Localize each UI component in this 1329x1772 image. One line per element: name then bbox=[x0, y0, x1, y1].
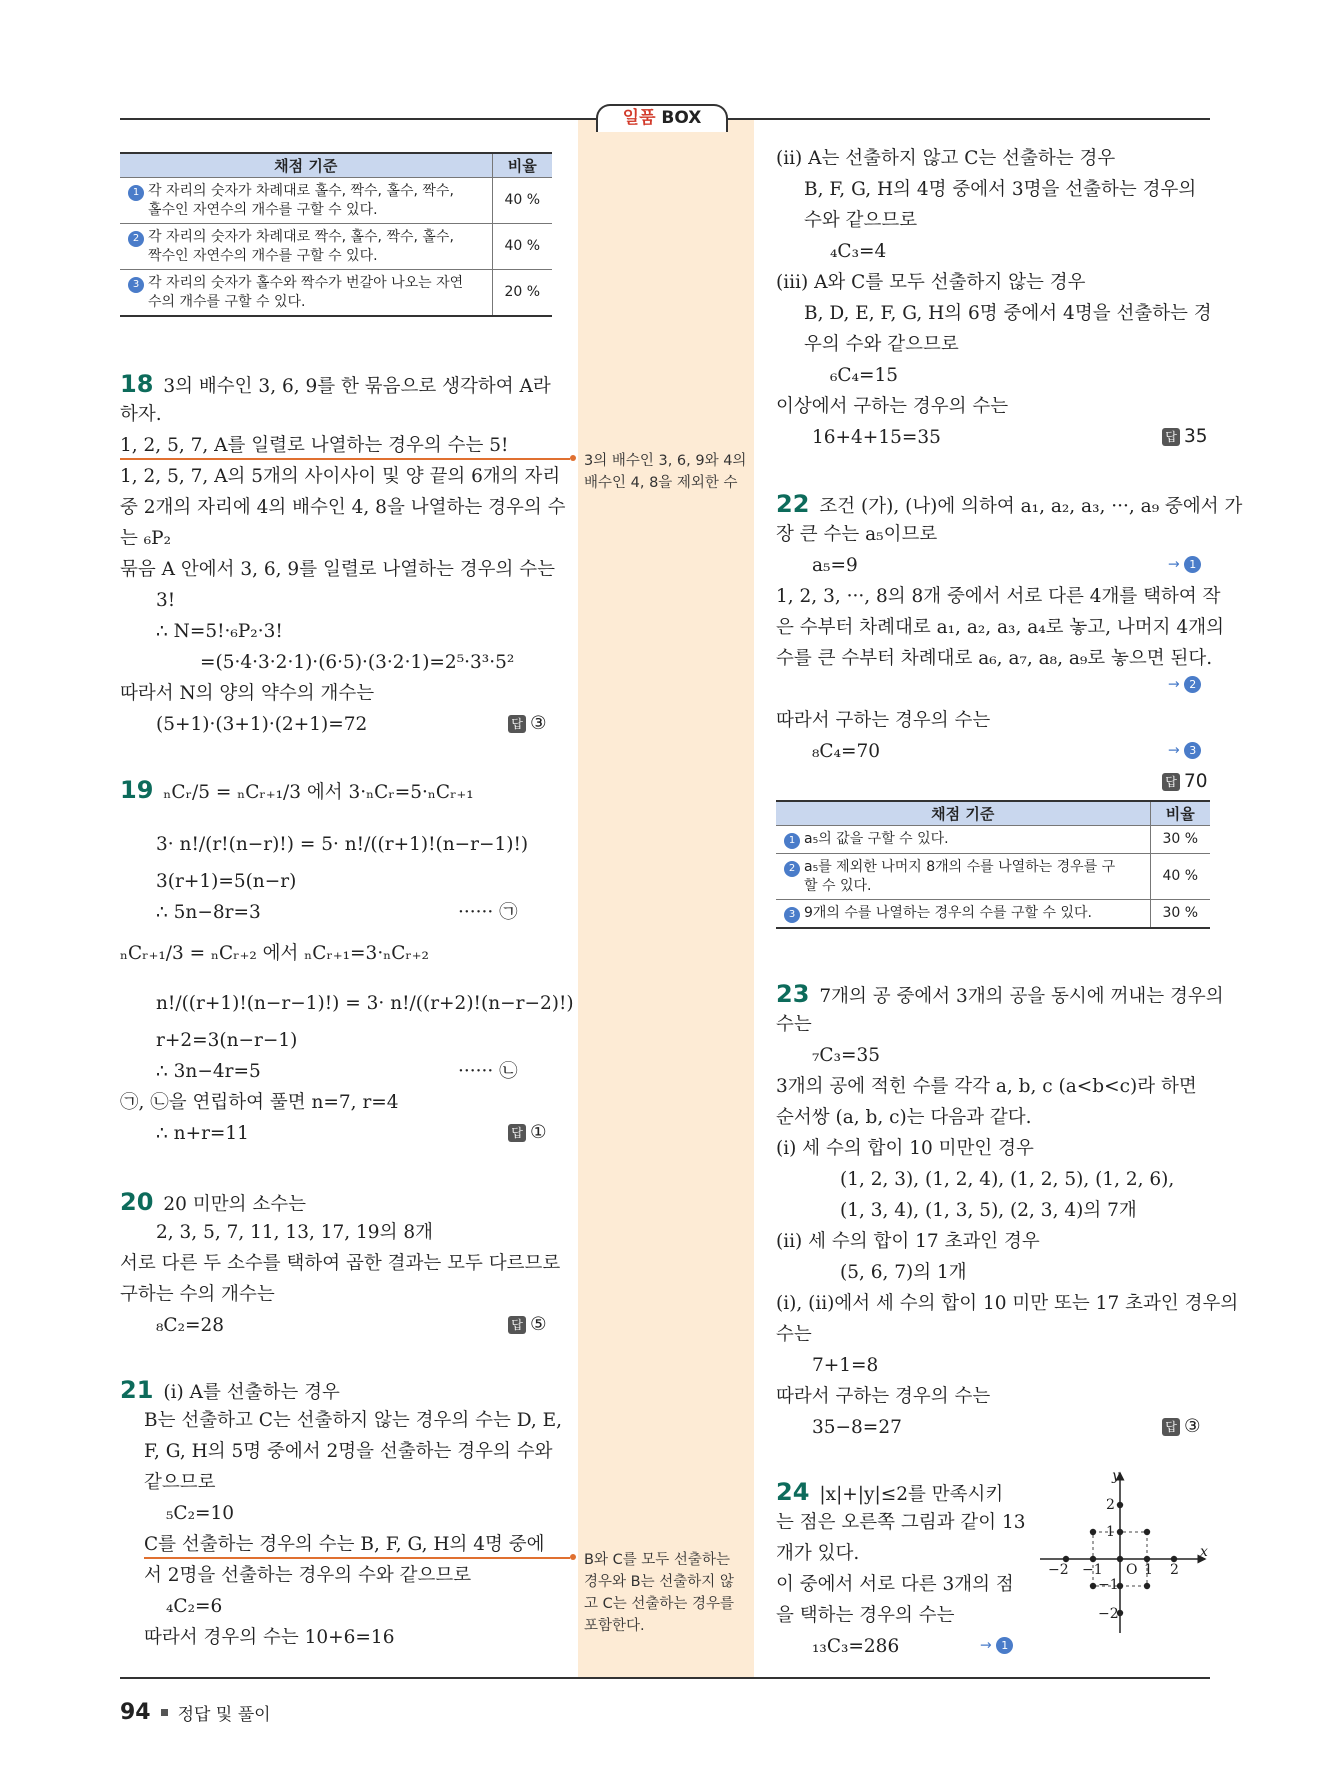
x-axis-label: x bbox=[1200, 1544, 1208, 1560]
tick-label: 2 bbox=[1170, 1562, 1179, 1578]
problem-number: 18 bbox=[120, 370, 154, 398]
tick-label: 1 bbox=[1106, 1524, 1115, 1540]
separator bbox=[161, 1709, 168, 1716]
table-row: 2 a₅를 제외한 나머지 8개의 수를 나열하는 경우를 구 할 수 있다. 40 % bbox=[776, 853, 1210, 899]
box-title: 일품 BOX bbox=[596, 104, 728, 132]
footer-rule bbox=[120, 1677, 1210, 1679]
lattice-point bbox=[1144, 1583, 1150, 1589]
table-row: 3 9개의 수를 나열하는 경우의 수를 구할 수 있다. 30 % bbox=[776, 899, 1210, 928]
table-header-ratio: 비율 bbox=[1150, 801, 1210, 825]
scoring-table-22 bbox=[776, 800, 1210, 929]
answer-23: 답 ③ bbox=[1162, 1416, 1201, 1437]
side-note-18: 3의 배수인 3, 6, 9와 4의 배수인 4, 8을 제외한 수 bbox=[584, 453, 747, 491]
lattice-point bbox=[1144, 1529, 1150, 1535]
lattice-point bbox=[1117, 1529, 1123, 1535]
step-marker: → 1 bbox=[1168, 556, 1201, 573]
step-marker: → 1 bbox=[980, 1637, 1013, 1654]
step-marker: → 3 bbox=[1168, 742, 1201, 759]
problem-number: 21 bbox=[120, 1376, 154, 1404]
table-header-criteria: 채점 기준 bbox=[776, 801, 1150, 825]
lattice-point-graph bbox=[1040, 1468, 1210, 1638]
answer-22: 답 70 bbox=[1162, 771, 1208, 792]
table-row: 1 a₅의 값을 구할 수 있다. 30 % bbox=[776, 825, 1210, 853]
origin-label: O bbox=[1126, 1562, 1138, 1578]
underline-18 bbox=[120, 458, 570, 460]
answer-19: 답 ① bbox=[508, 1122, 547, 1143]
tick-label: −1 bbox=[1082, 1562, 1103, 1578]
problem-number: 22 bbox=[776, 490, 810, 518]
header-rule-left bbox=[120, 118, 598, 120]
table-row: 2 각 자리의 숫자가 차례대로 짝수, 홀수, 짝수, 홀수, 짝수인 자연수의 개수를 구할 수 있다. 40 % bbox=[120, 223, 552, 269]
table-row: 3 각 자리의 숫자가 홀수와 짝수가 번갈아 나오는 자연 수의 개수를 구할 수 있다. 20 % bbox=[120, 269, 552, 316]
table-header-ratio: 비율 bbox=[492, 153, 552, 177]
tick-label: −1 bbox=[1098, 1577, 1119, 1593]
table-row: 1 각 자리의 숫자가 차례대로 홀수, 짝수, 홀수, 짝수, 홀수인 자연수의 개수를 구할 수 있다. 40 % bbox=[120, 177, 552, 223]
lattice-point bbox=[1117, 1556, 1123, 1562]
side-note-21: B와 C를 모두 선출하는 경우와 B는 선출하지 않 고 C는 선출하는 경우를 포함한다. bbox=[584, 1552, 735, 1634]
underline-21 bbox=[144, 1557, 570, 1559]
page-footer bbox=[120, 1700, 271, 1725]
side-note-column bbox=[578, 120, 754, 1678]
tick-label: 1 bbox=[1144, 1562, 1153, 1578]
tick-label: −2 bbox=[1098, 1606, 1119, 1622]
lattice-point bbox=[1090, 1529, 1096, 1535]
answer-18: 답 ③ bbox=[508, 713, 547, 734]
problem-number: 23 bbox=[776, 980, 810, 1008]
step-marker: → 2 bbox=[1168, 676, 1201, 693]
table-header-criteria: 채점 기준 bbox=[120, 153, 492, 177]
header-rule-right bbox=[726, 118, 1210, 120]
tick-label: 2 bbox=[1106, 1497, 1115, 1513]
problem-number: 20 bbox=[120, 1188, 154, 1216]
answer-20: 답 ⑤ bbox=[508, 1314, 547, 1335]
note-marker bbox=[570, 1554, 576, 1560]
answer-21: 답 35 bbox=[1162, 426, 1208, 447]
scoring-table-17 bbox=[120, 152, 552, 317]
y-axis-label: y bbox=[1112, 1468, 1120, 1484]
lattice-point bbox=[1117, 1502, 1123, 1508]
problem-number: 24 bbox=[776, 1478, 810, 1506]
lattice-point bbox=[1090, 1583, 1096, 1589]
problem-number: 19 bbox=[120, 776, 154, 804]
tick-label: −2 bbox=[1048, 1562, 1069, 1578]
page-number: 94 bbox=[120, 1700, 151, 1725]
section-title: 정답 및 풀이 bbox=[177, 1705, 271, 1725]
note-marker bbox=[570, 455, 576, 461]
